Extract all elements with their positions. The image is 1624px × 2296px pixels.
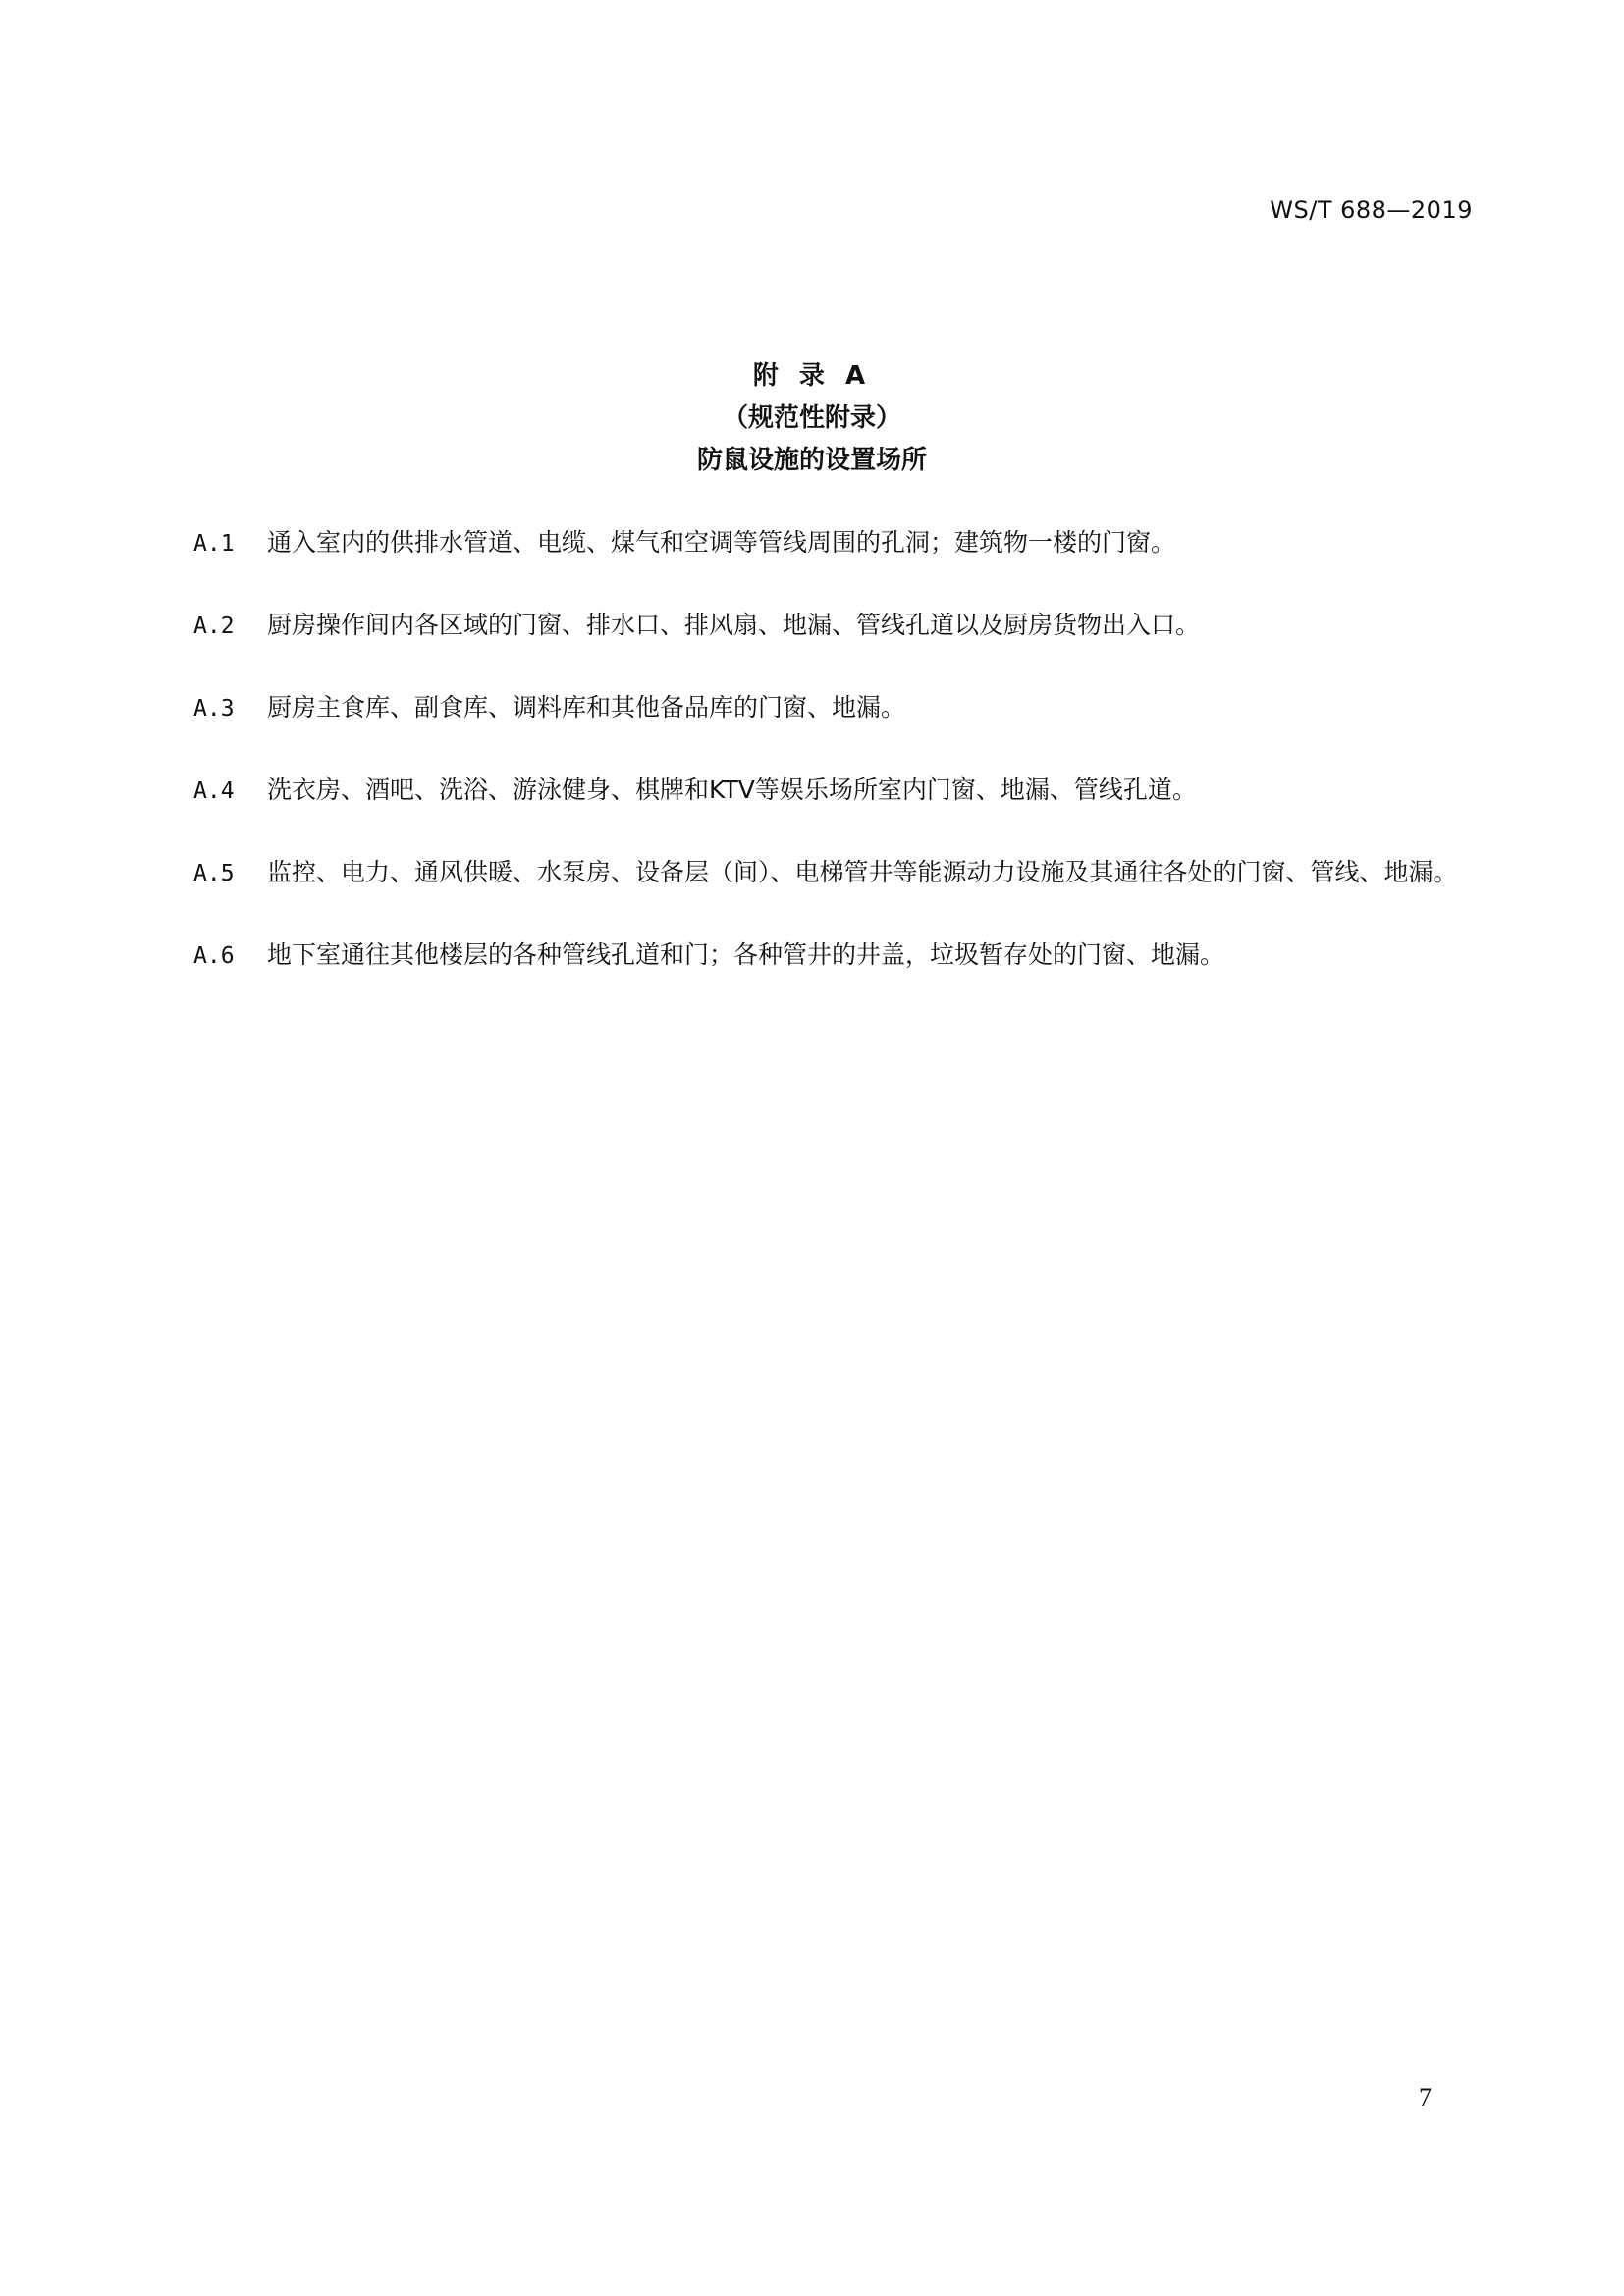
- clause-text: 监控、电力、通风供暖、水泵房、设备层（间）、电梯管井等能源动力设施及其通往各处的门窗、管线、地漏。: [267, 858, 1458, 886]
- annex-label: 附 录 A: [752, 361, 872, 391]
- clause-list: [193, 523, 1475, 1018]
- document-number: WS/T 688—2019: [1270, 196, 1473, 224]
- clause-a1: [193, 523, 1475, 563]
- clause-text: 厨房操作间内各区域的门窗、排水口、排风扇、地漏、管线孔道以及厨房货物出入口。: [267, 611, 1201, 639]
- clause-number: A.3: [193, 696, 235, 721]
- page-number: 7: [1419, 2083, 1432, 2111]
- clause-number: A.1: [193, 531, 235, 557]
- clause-number: A.5: [193, 861, 235, 886]
- clause-text: 地下室通往其他楼层的各种管线孔道和门；各种管井的井盖，垃圾暂存处的门窗、地漏。: [267, 940, 1225, 969]
- annex-type: （规范性附录）: [722, 403, 901, 433]
- clause-number: A.2: [193, 614, 235, 639]
- clause-a6: [193, 935, 1475, 976]
- clause-text: 洗衣房、酒吧、洗浴、游泳健身、棋牌和KTV等娱乐场所室内门窗、地漏、管线孔道。: [267, 775, 1197, 804]
- clause-a2: [193, 606, 1475, 646]
- clause-a3: [193, 688, 1475, 728]
- annex-heading: [0, 355, 1624, 482]
- clause-number: A.4: [193, 778, 235, 804]
- clause-number: A.6: [193, 943, 235, 969]
- clause-text: 厨房主食库、副食库、调料库和其他备品库的门窗、地漏。: [267, 693, 906, 721]
- annex-title: 防鼠设施的设置场所: [696, 446, 927, 475]
- clause-a4: [193, 771, 1475, 811]
- clause-text: 通入室内的供排水管道、电缆、煤气和空调等管线周围的孔洞；建筑物一楼的门窗。: [267, 528, 1176, 557]
- clause-a5: [193, 853, 1475, 893]
